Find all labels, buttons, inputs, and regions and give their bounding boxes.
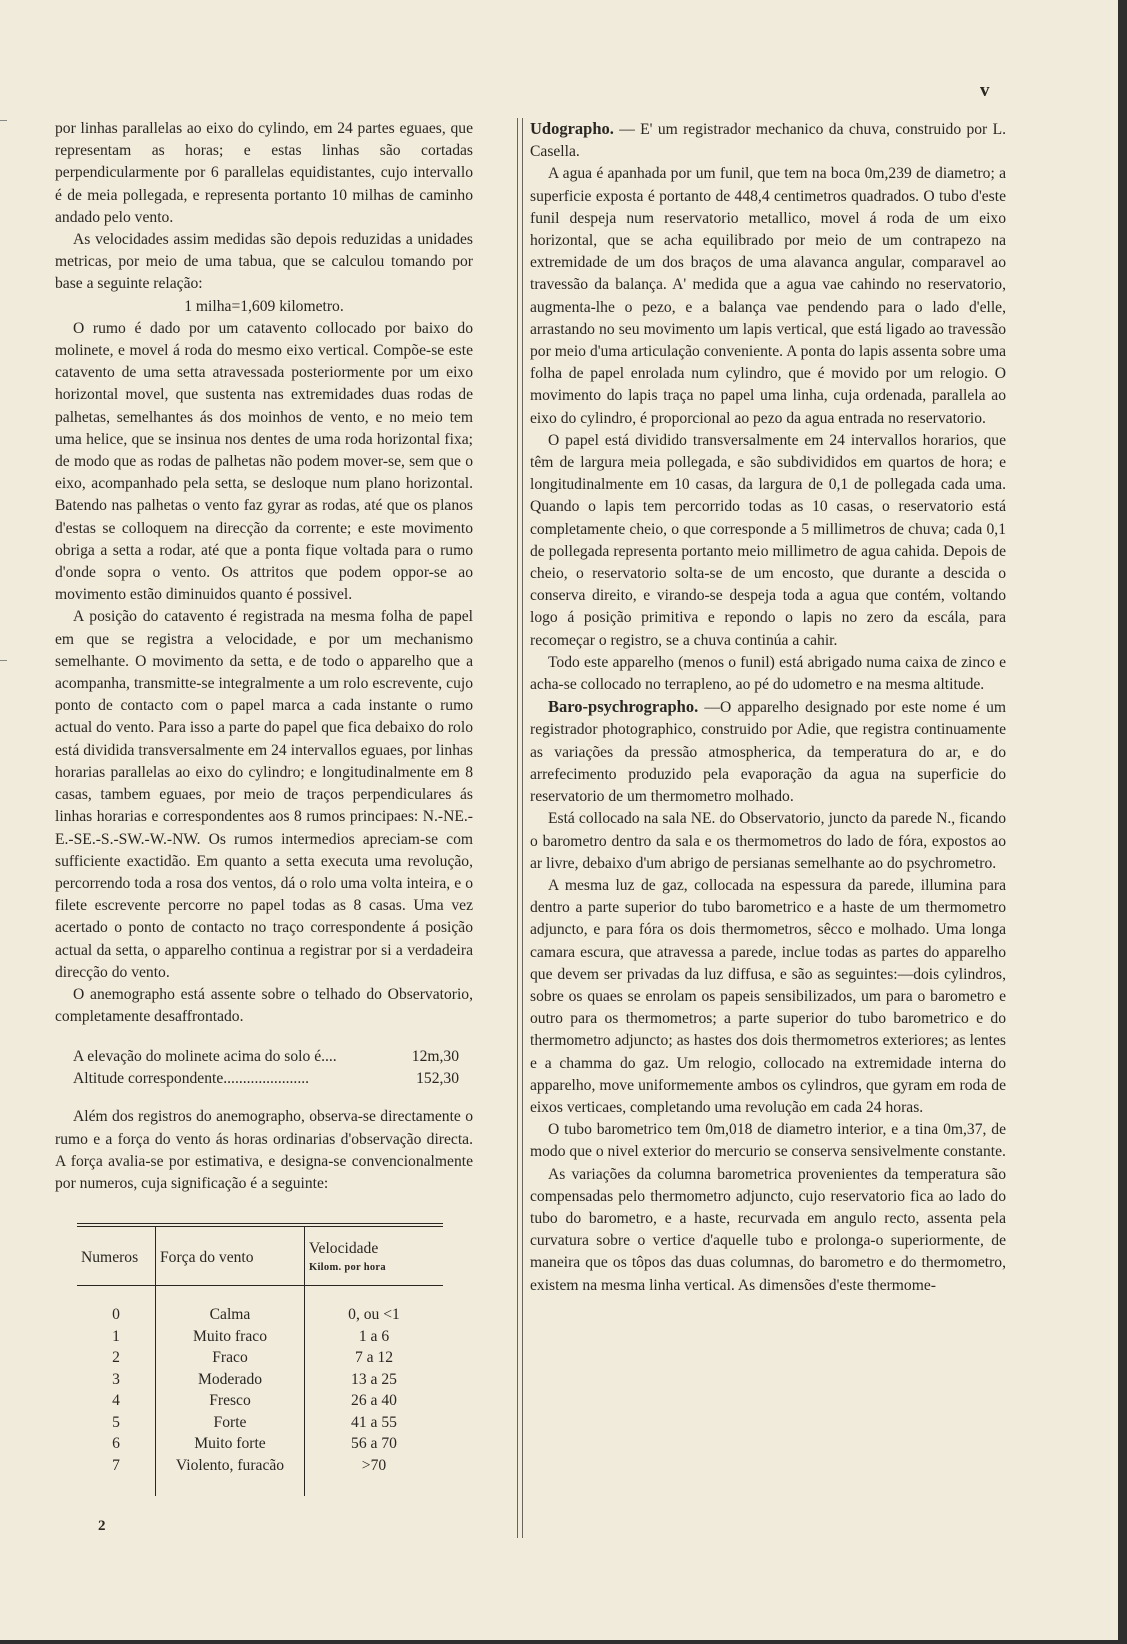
paragraph: As velocidades assim medidas são depois reduzidas a unidades metricas, por meio de uma tabua, que se calculou tomando por base a seguinte relação:	[55, 231, 473, 293]
table-row	[77, 1286, 443, 1326]
table-row	[77, 1433, 443, 1455]
column-divider	[517, 118, 523, 1538]
paragraph: As variações da columna barometrica provenientes da temperatura são compensadas pelo thermometro adjuncto, cujo reservatorio fica ao lado do tubo do barometro, e a haste, recurvada em angulo recto, assenta pela curvatura sobre o vertice d'aquelle tubo e prolonga-o superiormente, de maneira que os tôpos das duas columnas, do barometro e do thermometro, existem na mesma linha vertical. As dimensões d'este thermome-	[530, 1165, 1006, 1294]
table-row	[77, 1326, 443, 1348]
table-row	[77, 1347, 443, 1369]
force-name: Moderado	[156, 1369, 305, 1391]
right-column	[530, 118, 1006, 1297]
header-velocidade-unit: Kilom. por hora	[309, 1262, 386, 1274]
force-name: Calma	[156, 1286, 305, 1326]
paragraph: A mesma luz de gaz, collocada na espessura da parede, illumina para dentro a parte superior do tubo barometrico e a haste de um thermometro adjuncto, e para fóra os dois thermometros, sêcco e molhado. Uma longa camara escura, que atravessa a parede, inclue todas as partes do apparelho que devem ser privadas da luz diffusa, e são as seguintes:—dois cylindros, sobre os quaes se enrolam os papeis sensibilizados, um para o barometro e outro para os thermometros; a parte superior do tubo barometrico e do thermometro adjuncto; as hastes dos dois thermometros exteriores; as lentes e a chamma do gaz. Um relogio, collocado na extremidade interna do apparelho, move uniformemente ambos os cylindros, que gyram em roda de eixos verticaes, completando uma revolução em cada 24 horas.	[530, 876, 1006, 1116]
measurement-label: A elevação do molinete acima do solo é....	[73, 1048, 337, 1066]
force-number: 7	[112, 1456, 120, 1474]
speed-range: 0, ou <1	[348, 1306, 400, 1324]
force-number: 3	[112, 1370, 120, 1388]
scan-edge	[0, 1640, 1127, 1644]
paragraph: O anemographo está assente sobre o telhado do Observatorio, completamente desaffrontado.	[55, 985, 473, 1026]
force-name: Muito fraco	[156, 1326, 305, 1348]
speed-range: 41 a 55	[351, 1413, 397, 1431]
measurement-value: 12m,30	[411, 1048, 459, 1066]
measurement-value: 152,30	[416, 1070, 459, 1088]
force-number: 2	[112, 1349, 120, 1367]
margin-mark	[0, 120, 7, 121]
page-number: v	[980, 80, 990, 101]
force-name: Fresco	[156, 1390, 305, 1412]
header-forca: Força do vento	[156, 1225, 305, 1286]
force-name: Forte	[156, 1412, 305, 1434]
conversion-formula: 1 milha=1,609 kilometro.	[184, 297, 344, 315]
speed-range: 7 a 12	[354, 1349, 394, 1367]
table-row	[77, 1412, 443, 1434]
paragraph: O rumo é dado por um catavento collocado por baixo do molinete, e movel á roda do mesmo eixo vertical. Compõe-se este catavento de uma setta atravessada posteriormente por um eixo horizontal movel, que sustenta nas extremidades duas rodas de palhetas, semelhantes ás dos moinhos de vento, e no meio tem uma helice, que se insinua nos dentes de uma roda horizontal fixa; de modo que as rodas de palhetas não podem mover-se, sem que o eixo, acompanhado pela setta, se desloque num plano horizontal. Batendo nas palhetas o vento faz gyrar as rodas, até que os planos d'estas se colloquem na direcção da corrente; e este movimento obriga a setta a rodar, até que a ponta fique voltada para o rumo d'onde sopra o vento. Os attritos que podem oppor-se ao movimento estão diminuidos quanto é possivel.	[55, 319, 473, 604]
section-intro: — E' um registrador mechanico da chuva, construido por L. Casella.	[530, 121, 1006, 161]
header-velocidade-label: Velocidade	[309, 1240, 379, 1258]
section-intro: —O apparelho designado por este nome é um registrador photographico, construido por Adie, que registra continuamente as variações da pressão atmospherica, da temperatura do ar, e do arrefecimento produzido pela evaporação da agua na superficie do reservatorio de um thermometro molhado.	[530, 699, 1006, 806]
table-row	[77, 1369, 443, 1391]
section-heading-baro-psychrographo: Baro-psychrographo.	[548, 697, 699, 717]
force-number: 5	[112, 1413, 120, 1431]
wind-force-table	[77, 1223, 443, 1496]
paragraph: O papel está dividido transversalmente em 24 intervallos horarios, que têm de largura meia pollegada, e são subdivididos em quartos de hora; e longitudinalmente em 10 casas, da largura de 0,1 de pollegada cada uma. Quando o lapis tem percorrido todas as 10 casas, o reservatorio está completamente cheio, o que corresponde a 5 millimetros de chuva; cada 0,1 de pollegada representa portanto meio millimetro de agua cahida. Depois de cheio, o reservatorio solta-se de um encosto, que durante a descida o conserva direito, e virando-se despeja toda a agua que contém, voltando logo á posição primitiva e repondo o lapis no zero da escála, para recomeçar o registro, se a chuva continúa a cahir.	[530, 431, 1006, 649]
paragraph: por linhas parallelas ao eixo do cylindo, em 24 partes eguaes, que representam as horas; e estas linhas são cortadas perpendicularmente por 6 parallelas equidistantes, cujo intervallo é de meia pollegada, e representa portanto 10 milhas de caminho andado pelo vento.	[55, 120, 473, 226]
header-velocidade	[305, 1225, 444, 1286]
speed-range: 26 a 40	[351, 1392, 397, 1410]
section-heading-udographo: Udographo.	[530, 119, 614, 138]
force-name: Violento, furacão	[156, 1455, 305, 1497]
paragraph	[530, 118, 1006, 163]
force-number: 0	[112, 1306, 120, 1324]
measurement-row	[73, 1046, 459, 1068]
force-number: 6	[112, 1435, 120, 1453]
speed-range: 56 a 70	[351, 1435, 397, 1453]
paragraph: O tubo barometrico tem 0m,018 de diametro interior, e a tina 0m,37, de modo que o nivel exterior do mercurio se conserva sensivelmente constante.	[530, 1121, 1006, 1161]
paragraph: Está collocado na sala NE. do Observatorio, juncto da parede N., ficando o barometro dentro da sala e os thermometros do lado de fóra, expostos ao ar livre, debaixo d'um abrigo de persianas semelhante ao do psychrometro.	[530, 810, 1006, 872]
left-column	[55, 118, 473, 1496]
measurement-label: Altitude correspondente......................	[73, 1070, 310, 1088]
paragraph	[530, 696, 1006, 808]
force-name: Muito forte	[156, 1433, 305, 1455]
force-number: 1	[112, 1327, 120, 1345]
force-number: 4	[112, 1392, 120, 1410]
speed-range: >70	[361, 1456, 387, 1474]
speed-range: 1 a 6	[358, 1327, 390, 1345]
paragraph: Todo este apparelho (menos o funil) está abrigado numa caixa de zinco e acha-se collocado no terrapleno, ao pé do udometro e na mesma altitude.	[530, 653, 1006, 694]
paragraph: A agua é apanhada por um funil, que tem na boca 0m,239 de diametro; a superficie exposta é portanto de 448,4 centimetros quadrados. O tubo d'este funil despeja num reservatorio metallico, movel á roda de um eixo horizontal, que se acha equilibrado por meio de um contrapezo na extremidade de um dos braços de uma alavanca angular, comparavel ao travessão da balança. A' medida que a agua vae cahindo no reservatorio, augmenta-lhe o pezo, e a balança vae pendendo para o lado d'elle, arrastando no seu movimento um lapis vertical, que está ligado ao travessão por meio d'uma articulação conveniente. A ponta do lapis assenta sobre uma folha de papel enrolada num cylindro, que é movido por um relogio. O movimento do lapis traça no papel uma linha, cuja ordenada, parallela ao eixo do cylindro, é proporcional ao pezo da agua entrada no reservatorio.	[530, 165, 1006, 427]
signature-mark: 2	[98, 1518, 106, 1534]
speed-range: 13 a 25	[351, 1370, 397, 1388]
margin-mark	[0, 660, 7, 661]
table-row	[77, 1390, 443, 1412]
table-row	[77, 1455, 443, 1497]
scan-edge	[1118, 0, 1127, 1644]
header-numeros: Numeros	[77, 1225, 156, 1286]
measurement-row	[73, 1068, 459, 1090]
paragraph: Além dos registros do anemographo, observa-se directamente o rumo e a força do vento ás horas ordinarias d'observação directa. A força avalia-se por estimativa, e designa-se convencionalmente por numeros, cuja significação é a seguinte:	[55, 1108, 473, 1192]
paragraph: A posição do catavento é registrada na mesma folha de papel em que se registra a velocidade, e por um mechanismo semelhante. O movimento da setta, e de todo o apparelho que a acompanha, transmitte-se integralmente a um rolo escrevente, cujo ponto de contacto com o papel marca a cada instante o rumo actual do vento. Para isso a parte do papel que fica debaixo do rolo está dividida transversalmente em 24 intervallos eguaes, por linhas horarias parallelas ao eixo do cylindro; e longitudinalmente em 8 casas, tambem eguaes, por meio de traços perpendiculares ás linhas horarias e correspondentes aos 8 rumos principaes: N.-NE.-E.-SE.-S.-SW.-W.-NW. Os rumos intermedios apreciam-se com sufficiente exactidão. Em quanto a setta executa uma revolução, percorrendo toda a rosa dos ventos, dá o rolo uma volta inteira, e o filete escrevente percorre no papel todas as 8 casas. Uma vez acertado o ponto de contacto no traço correspondente á posição actual da setta, o apparelho continua a registrar por si a verdadeira direcção do vento.	[55, 608, 473, 981]
measurements-list	[73, 1046, 459, 1090]
force-name: Fraco	[156, 1347, 305, 1369]
